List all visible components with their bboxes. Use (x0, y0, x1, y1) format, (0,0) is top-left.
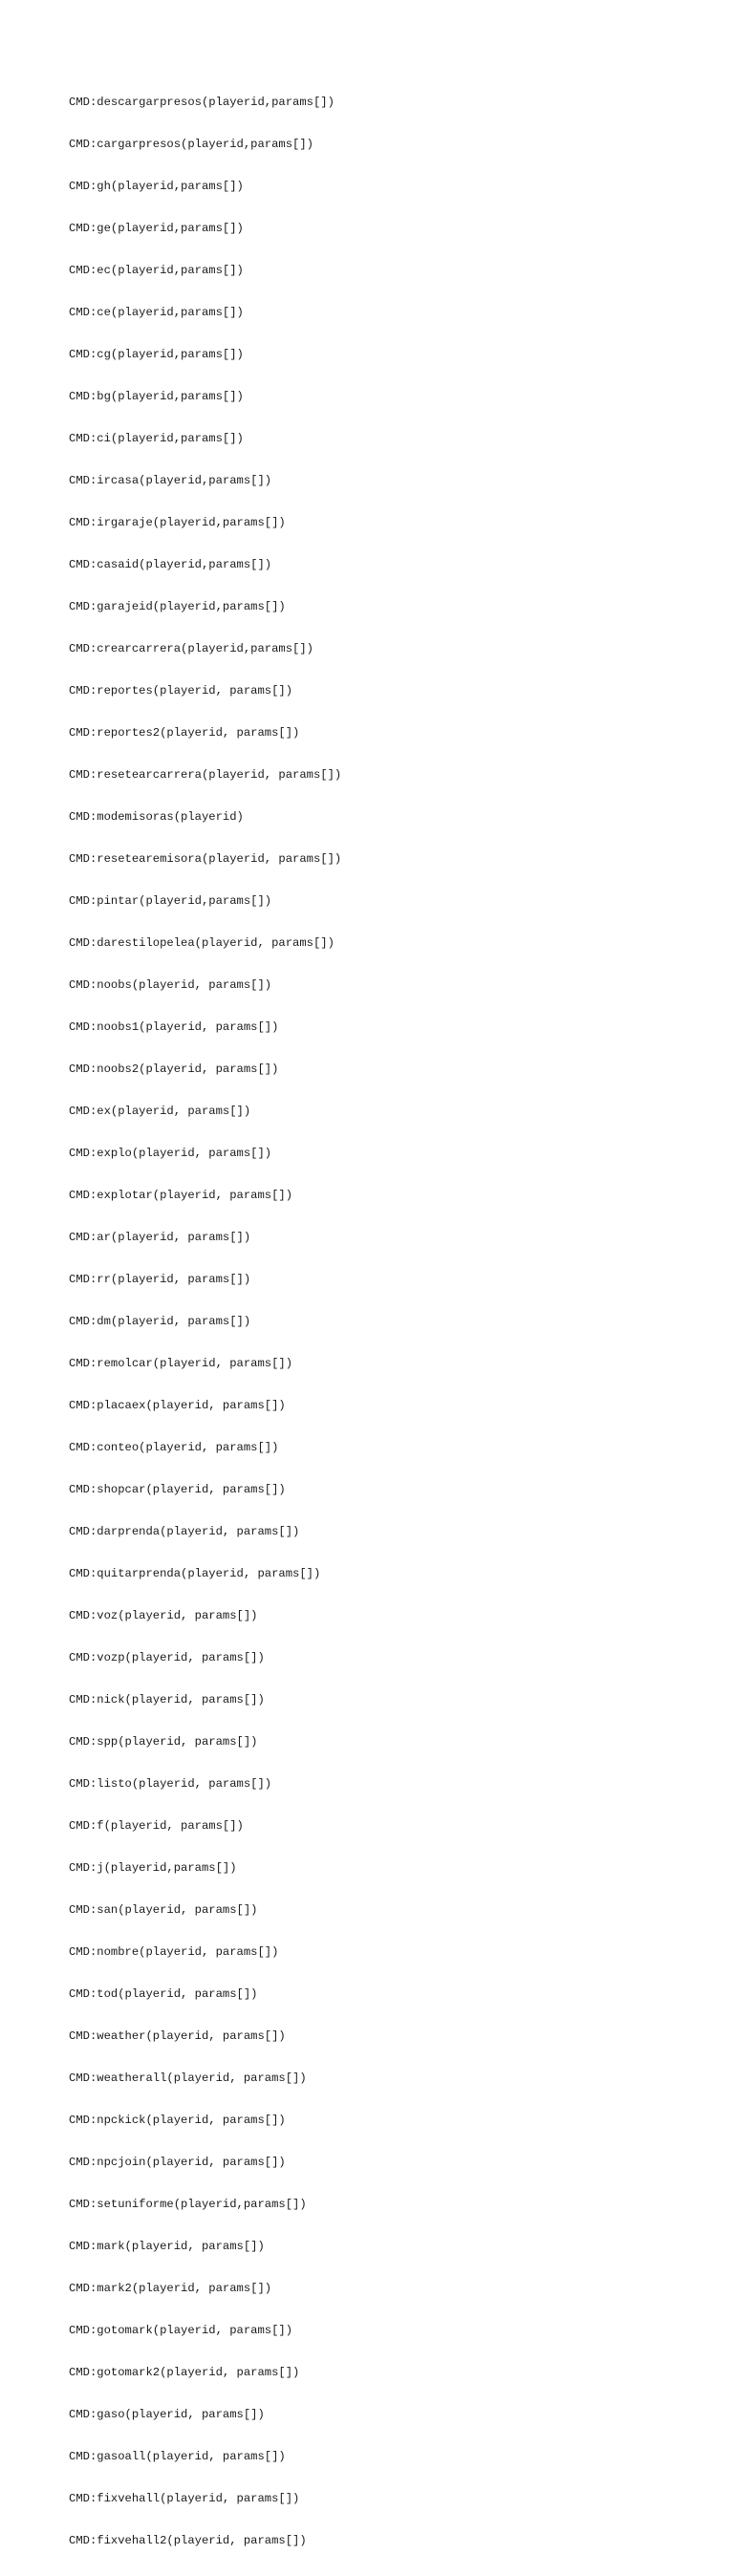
command-line: CMD:noobs(playerid, params[]) (69, 978, 272, 993)
command-line: CMD:dm(playerid, params[]) (69, 1315, 251, 1329)
command-line: CMD:ec(playerid,params[]) (69, 264, 244, 278)
command-line: CMD:nick(playerid, params[]) (69, 1693, 265, 1707)
command-line: CMD:spp(playerid, params[]) (69, 1735, 258, 1750)
command-line: CMD:pintar(playerid,params[]) (69, 894, 272, 909)
command-line: CMD:ar(playerid, params[]) (69, 1231, 251, 1245)
command-line: CMD:npcjoin(playerid, params[]) (69, 2156, 286, 2170)
command-line: CMD:shopcar(playerid, params[]) (69, 1483, 286, 1497)
command-line: CMD:ex(playerid, params[]) (69, 1105, 251, 1119)
command-line: CMD:reseteаremisora(playerid, params[]) (69, 852, 342, 867)
command-line: CMD:darestilopelea(playerid, params[]) (69, 936, 335, 951)
command-line: CMD:gasoall(playerid, params[]) (69, 2450, 286, 2464)
command-line: CMD:cg(playerid,params[]) (69, 348, 244, 362)
command-line: CMD:descargarpresos(playerid,params[]) (69, 96, 335, 110)
command-line: CMD:mark(playerid, params[]) (69, 2240, 265, 2254)
command-line: CMD:listo(playerid, params[]) (69, 1777, 272, 1792)
command-line: CMD:gaso(playerid, params[]) (69, 2408, 265, 2422)
command-line: CMD:reportes2(playerid, params[]) (69, 726, 300, 741)
command-line: CMD:mark2(playerid, params[]) (69, 2282, 272, 2296)
command-line: CMD:noobs1(playerid, params[]) (69, 1020, 279, 1035)
command-line: CMD:reportes(playerid, params[]) (69, 684, 293, 698)
command-line: CMD:voz(playerid, params[]) (69, 1609, 258, 1623)
command-line: CMD:rr(playerid, params[]) (69, 1273, 251, 1287)
command-line: CMD:j(playerid,params[]) (69, 1861, 237, 1876)
command-line: CMD:ci(playerid,params[]) (69, 432, 244, 446)
command-line: CMD:crearcarrera(playerid,params[]) (69, 642, 313, 656)
command-line: CMD:weatherall(playerid, params[]) (69, 2072, 307, 2086)
command-line: CMD:weather(playerid, params[]) (69, 2029, 286, 2044)
command-line: CMD:gotomark(playerid, params[]) (69, 2324, 293, 2338)
command-list (69, 68, 341, 2576)
command-line: CMD:vozp(playerid, params[]) (69, 1651, 265, 1665)
command-line: CMD:cargarpresos(playerid,params[]) (69, 138, 313, 152)
command-line: CMD:darprenda(playerid, params[]) (69, 1525, 300, 1539)
command-line: CMD:garajeid(playerid,params[]) (69, 600, 286, 614)
command-line: CMD:ce(playerid,params[]) (69, 306, 244, 320)
command-line: CMD:noobs2(playerid, params[]) (69, 1063, 279, 1077)
command-line: CMD:explo(playerid, params[]) (69, 1147, 272, 1161)
command-line: CMD:fixvehall(playerid, params[]) (69, 2492, 300, 2506)
command-line: CMD:npckick(playerid, params[]) (69, 2114, 286, 2128)
command-line: CMD:placaex(playerid, params[]) (69, 1399, 286, 1413)
command-line: CMD:quitarprenda(playerid, params[]) (69, 1567, 321, 1581)
command-line: CMD:f(playerid, params[]) (69, 1819, 244, 1834)
command-line: CMD:setuniforme(playerid,params[]) (69, 2198, 307, 2212)
command-line: CMD:modemisoras(playerid) (69, 810, 244, 825)
command-line: CMD:gotomark2(playerid, params[]) (69, 2366, 300, 2380)
command-line: CMD:san(playerid, params[]) (69, 1903, 258, 1918)
command-line: CMD:ge(playerid,params[]) (69, 222, 244, 236)
command-line: CMD:irgaraje(playerid,params[]) (69, 516, 286, 530)
command-line: CMD:fixvehall2(playerid, params[]) (69, 2534, 307, 2548)
command-line: CMD:conteo(playerid, params[]) (69, 1441, 279, 1455)
command-line: CMD:explotar(playerid, params[]) (69, 1189, 293, 1203)
command-line: CMD:ircasa(playerid,params[]) (69, 474, 272, 488)
command-line: CMD:resetearcarrera(playerid, params[]) (69, 768, 342, 783)
command-line: CMD:casaid(playerid,params[]) (69, 558, 272, 572)
command-line: CMD:bg(playerid,params[]) (69, 390, 244, 404)
command-line: CMD:remolcar(playerid, params[]) (69, 1357, 293, 1371)
command-line: CMD:nombre(playerid, params[]) (69, 1945, 279, 1960)
command-line: CMD:tod(playerid, params[]) (69, 1987, 258, 2002)
command-line: CMD:gh(playerid,params[]) (69, 180, 244, 194)
